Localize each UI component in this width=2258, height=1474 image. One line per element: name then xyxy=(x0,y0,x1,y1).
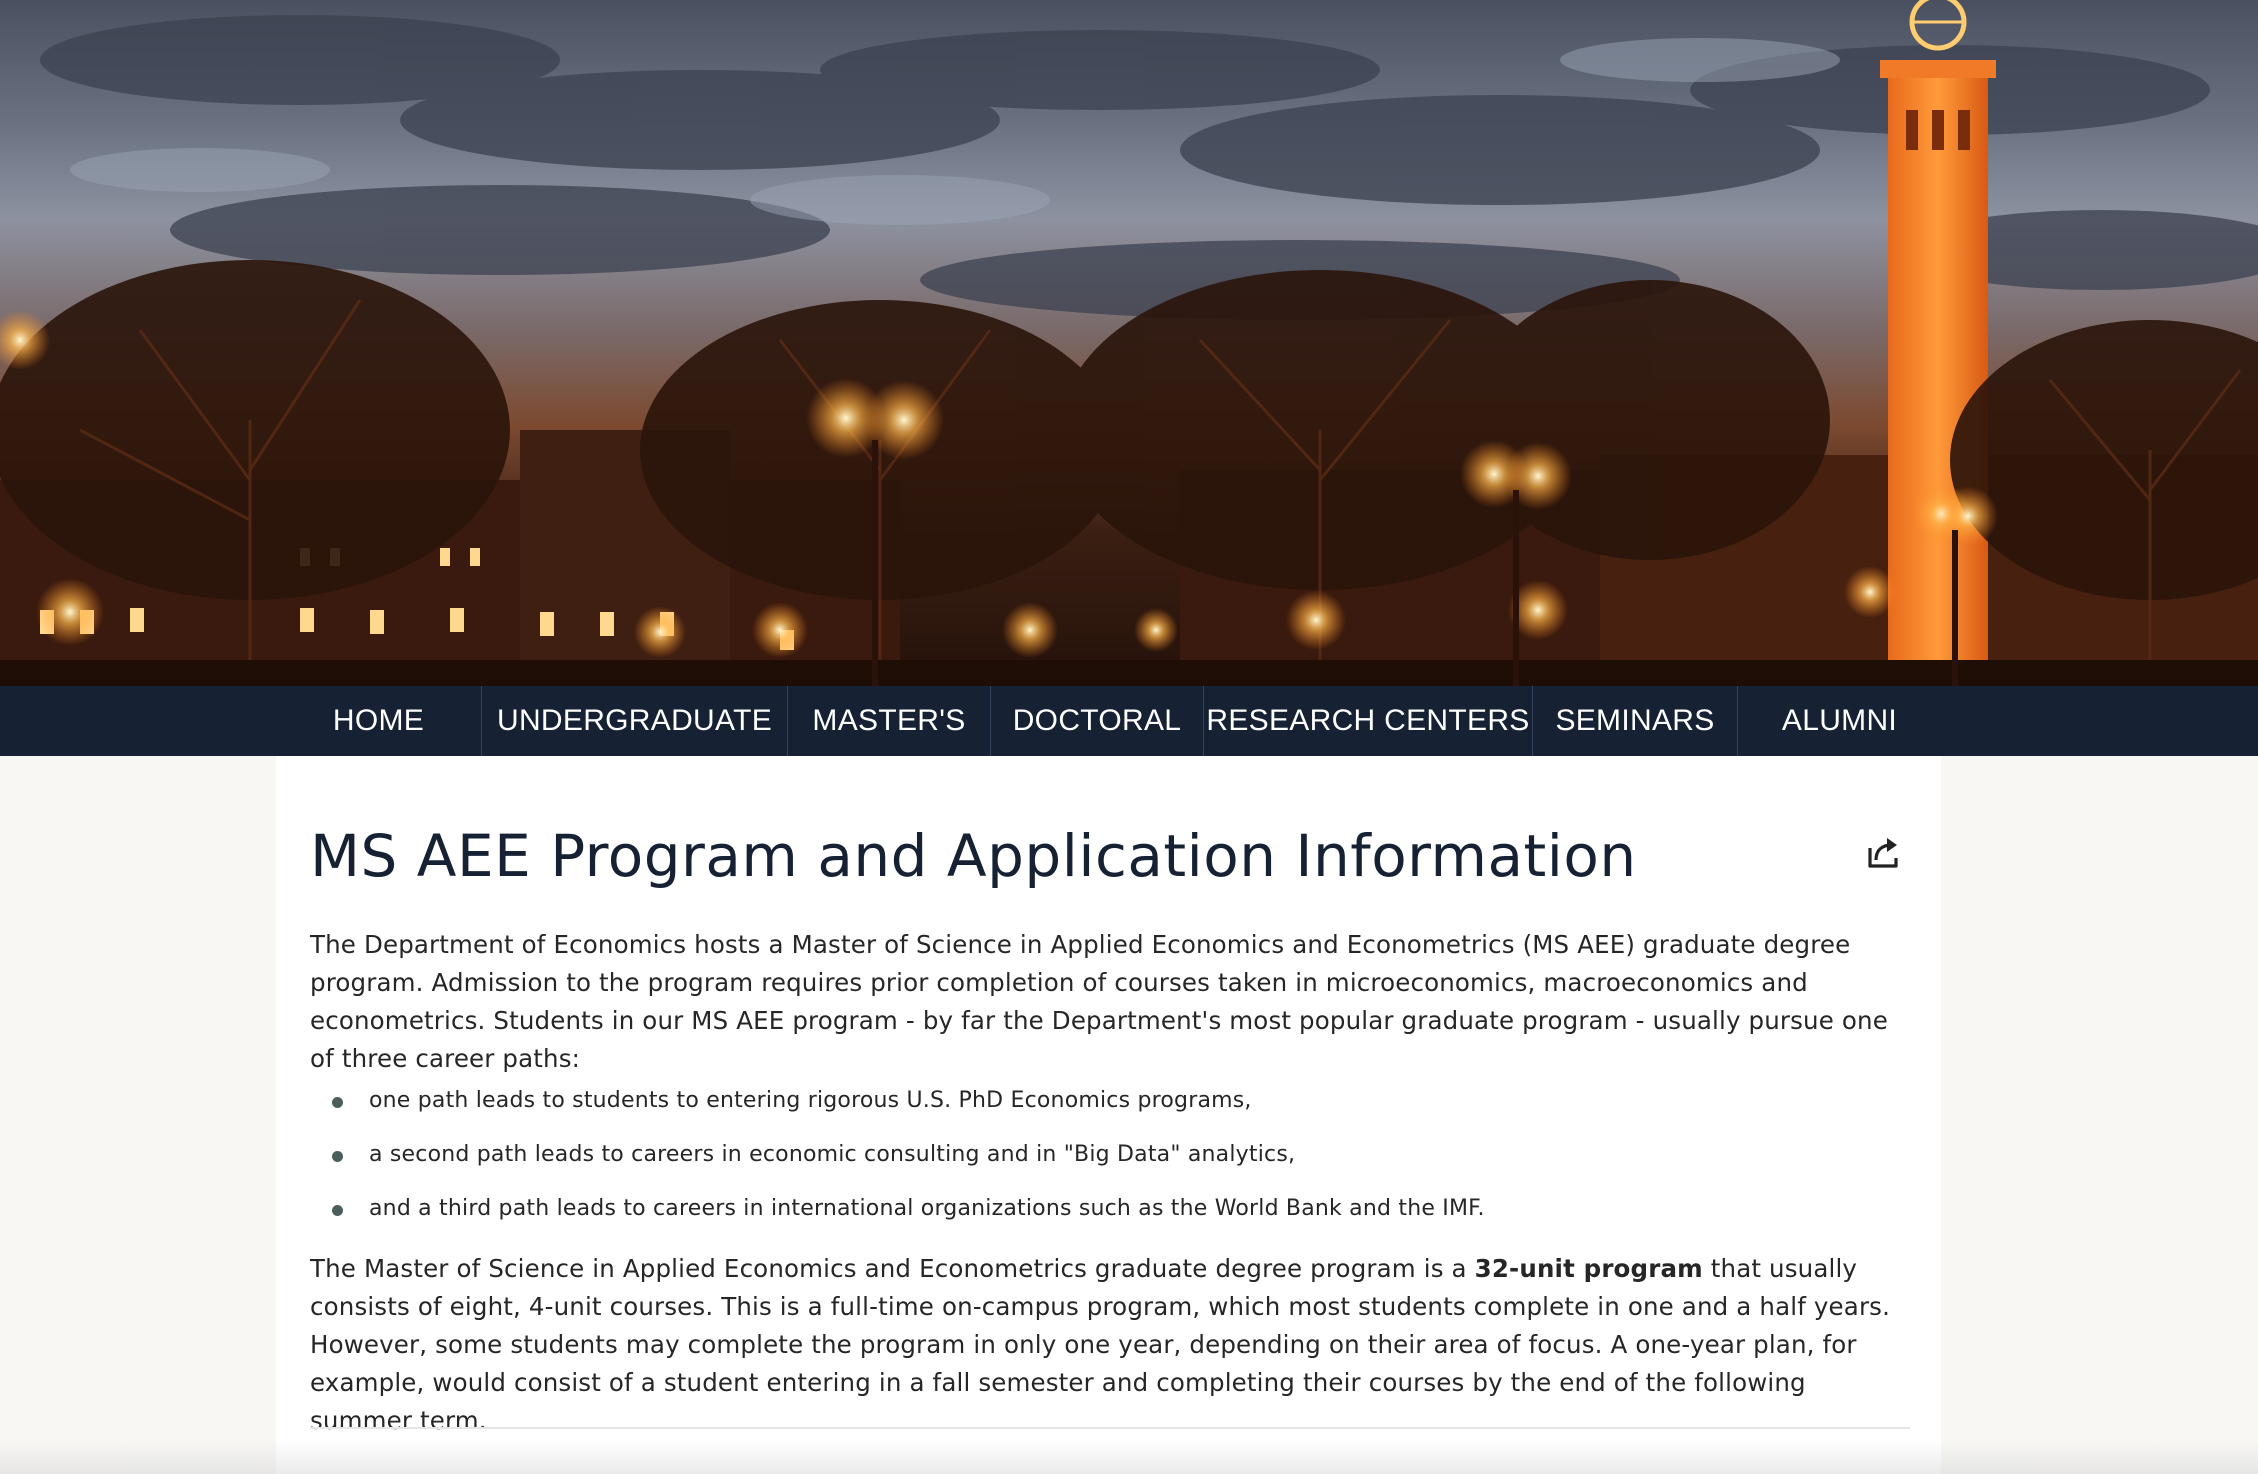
nav-item-masters[interactable]: MASTER'S xyxy=(788,686,991,756)
campus-dusk-illustration xyxy=(0,0,2258,686)
nav-item-undergraduate[interactable]: UNDERGRADUATE xyxy=(482,686,788,756)
list-item-text: one path leads to students to entering rigorous U.S. PhD Economics programs, xyxy=(369,1088,1252,1113)
program-text-start: The Master of Science in Applied Economics and Econometrics graduate degree program is a xyxy=(310,1254,1475,1283)
list-item-text: a second path leads to careers in economic consulting and in "Big Data" analytics, xyxy=(369,1142,1296,1167)
bullet-icon xyxy=(332,1151,343,1162)
bullet-icon xyxy=(332,1097,343,1108)
share-arrow-icon xyxy=(1866,834,1902,870)
share-icon[interactable] xyxy=(1866,834,1902,870)
nav-item-research-centers[interactable]: RESEARCH CENTERS xyxy=(1204,686,1533,756)
main-nav-items xyxy=(276,686,1941,756)
bottom-shadow xyxy=(0,1440,2258,1474)
main-content xyxy=(276,756,1941,1474)
nav-item-doctoral[interactable]: DOCTORAL xyxy=(991,686,1204,756)
content-divider xyxy=(310,1427,1910,1429)
nav-item-seminars[interactable]: SEMINARS xyxy=(1533,686,1738,756)
program-units-highlight: 32-unit program xyxy=(1474,1254,1703,1283)
main-nav xyxy=(0,686,2258,756)
nav-item-home[interactable]: HOME xyxy=(276,686,482,756)
list-item-text: and a third path leads to careers in international organizations such as the World Bank and the IMF. xyxy=(369,1196,1485,1221)
career-paths-list xyxy=(310,1074,1910,1236)
page-title: MS AEE Program and Application Information xyxy=(310,822,1637,890)
list-item xyxy=(310,1182,1910,1236)
list-item xyxy=(310,1074,1910,1128)
intro-paragraph: The Department of Economics hosts a Master of Science in Applied Economics and Econometrics (MS AEE) graduate degree program. Admission to the program requires prior completion of courses taken in microeconomics, macroeconomics and econometrics. Students in our MS AEE program - by far the Department's most popular graduate program - usually pursue one of three career paths: xyxy=(310,930,1888,1073)
bullet-icon xyxy=(332,1205,343,1216)
program-text-end: that usually consists of eight, 4-unit courses. This is a full-time on-campus program, which most students complete in one and a half years. However, some students may complete the program in only one year, depending on their area of focus. A one-year plan, for example, would consist of a student entering in a fall semester and completing their courses by the end of the following summer term. xyxy=(310,1254,1891,1435)
nav-item-alumni[interactable]: ALUMNI xyxy=(1781,704,1898,737)
list-item xyxy=(310,1128,1910,1182)
program-paragraph xyxy=(310,1250,1910,1440)
hero-banner-image xyxy=(0,0,2258,686)
